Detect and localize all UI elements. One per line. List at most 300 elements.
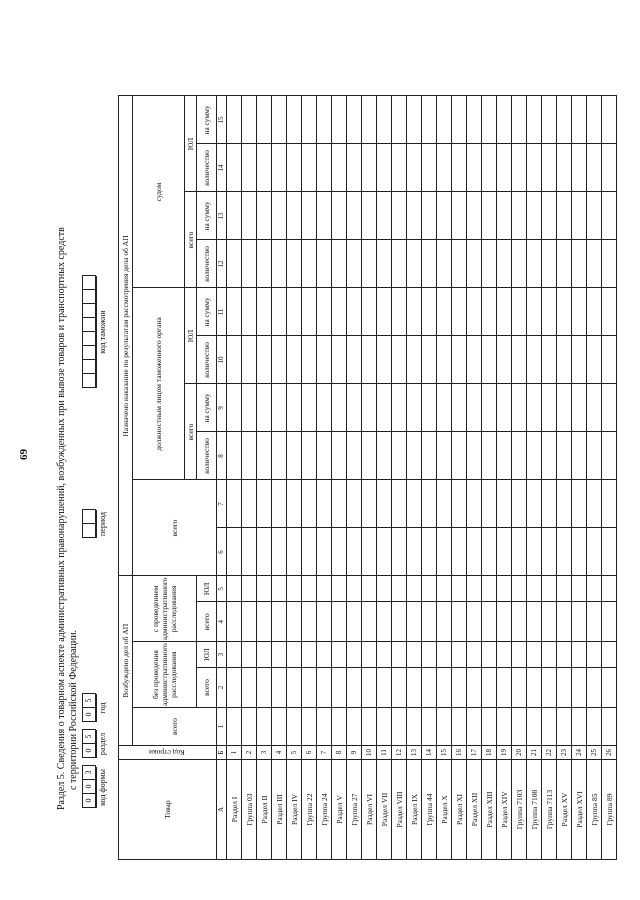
value-cell[interactable]	[377, 668, 392, 708]
value-cell[interactable]	[332, 336, 347, 384]
value-cell[interactable]	[317, 668, 332, 708]
value-cell[interactable]	[227, 336, 242, 384]
value-cell[interactable]	[257, 480, 272, 528]
value-cell[interactable]	[332, 432, 347, 480]
value-cell[interactable]	[242, 432, 257, 480]
value-cell[interactable]	[257, 432, 272, 480]
value-cell[interactable]	[437, 642, 452, 668]
value-cell[interactable]	[572, 602, 587, 642]
value-cell[interactable]	[587, 528, 602, 576]
value-cell[interactable]	[287, 240, 302, 288]
value-cell[interactable]	[467, 240, 482, 288]
value-cell[interactable]	[332, 384, 347, 432]
value-cell[interactable]	[377, 708, 392, 746]
value-cell[interactable]	[392, 288, 407, 336]
value-cell[interactable]	[437, 96, 452, 144]
value-cell[interactable]	[557, 576, 572, 602]
value-cell[interactable]	[362, 642, 377, 668]
value-cell[interactable]	[572, 528, 587, 576]
value-cell[interactable]	[482, 240, 497, 288]
value-cell[interactable]	[317, 192, 332, 240]
value-cell[interactable]	[557, 708, 572, 746]
value-cell[interactable]	[512, 288, 527, 336]
value-cell[interactable]	[377, 480, 392, 528]
value-cell[interactable]	[542, 336, 557, 384]
value-cell[interactable]	[272, 432, 287, 480]
value-cell[interactable]	[362, 602, 377, 642]
value-cell[interactable]	[347, 336, 362, 384]
value-cell[interactable]	[302, 432, 317, 480]
value-cell[interactable]	[512, 480, 527, 528]
value-cell[interactable]	[392, 642, 407, 668]
value-cell[interactable]	[527, 336, 542, 384]
value-cell[interactable]	[422, 576, 437, 602]
value-cell[interactable]	[347, 192, 362, 240]
value-cell[interactable]	[317, 576, 332, 602]
value-cell[interactable]	[437, 336, 452, 384]
value-cell[interactable]	[572, 642, 587, 668]
value-cell[interactable]	[347, 528, 362, 576]
value-cell[interactable]	[587, 336, 602, 384]
value-cell[interactable]	[422, 668, 437, 708]
value-cell[interactable]	[347, 288, 362, 336]
value-cell[interactable]	[497, 384, 512, 432]
value-cell[interactable]	[482, 288, 497, 336]
value-cell[interactable]	[227, 192, 242, 240]
value-cell[interactable]	[542, 432, 557, 480]
value-cell[interactable]	[227, 288, 242, 336]
value-cell[interactable]	[452, 384, 467, 432]
value-cell[interactable]	[272, 708, 287, 746]
value-cell[interactable]	[272, 288, 287, 336]
value-cell[interactable]	[482, 480, 497, 528]
value-cell[interactable]	[302, 240, 317, 288]
value-cell[interactable]	[437, 668, 452, 708]
value-cell[interactable]	[542, 288, 557, 336]
value-cell[interactable]	[467, 192, 482, 240]
value-cell[interactable]	[497, 192, 512, 240]
value-cell[interactable]	[587, 642, 602, 668]
value-cell[interactable]	[557, 144, 572, 192]
value-cell[interactable]	[347, 96, 362, 144]
value-cell[interactable]	[242, 480, 257, 528]
value-cell[interactable]	[227, 708, 242, 746]
value-cell[interactable]	[437, 480, 452, 528]
value-cell[interactable]	[242, 642, 257, 668]
value-cell[interactable]	[437, 576, 452, 602]
value-cell[interactable]	[527, 144, 542, 192]
value-cell[interactable]	[377, 240, 392, 288]
value-cell[interactable]	[407, 192, 422, 240]
value-cell[interactable]	[392, 668, 407, 708]
value-cell[interactable]	[242, 336, 257, 384]
value-cell[interactable]	[407, 144, 422, 192]
value-cell[interactable]	[332, 96, 347, 144]
value-cell[interactable]	[527, 192, 542, 240]
value-cell[interactable]	[347, 240, 362, 288]
value-cell[interactable]	[527, 288, 542, 336]
value-cell[interactable]	[557, 336, 572, 384]
value-cell[interactable]	[482, 96, 497, 144]
value-cell[interactable]	[362, 336, 377, 384]
value-cell[interactable]	[467, 528, 482, 576]
value-cell[interactable]	[242, 708, 257, 746]
value-cell[interactable]	[437, 432, 452, 480]
value-cell[interactable]	[377, 144, 392, 192]
value-cell[interactable]	[602, 336, 617, 384]
value-cell[interactable]	[482, 384, 497, 432]
value-cell[interactable]	[377, 336, 392, 384]
value-cell[interactable]	[437, 192, 452, 240]
value-cell[interactable]	[452, 432, 467, 480]
value-cell[interactable]	[467, 642, 482, 668]
value-cell[interactable]	[302, 96, 317, 144]
value-cell[interactable]	[227, 602, 242, 642]
value-cell[interactable]	[242, 528, 257, 576]
value-cell[interactable]	[362, 192, 377, 240]
value-cell[interactable]	[317, 288, 332, 336]
value-cell[interactable]	[332, 642, 347, 668]
value-cell[interactable]	[407, 708, 422, 746]
value-cell[interactable]	[467, 96, 482, 144]
value-cell[interactable]	[482, 192, 497, 240]
value-cell[interactable]	[587, 192, 602, 240]
value-cell[interactable]	[242, 192, 257, 240]
value-cell[interactable]	[317, 528, 332, 576]
value-cell[interactable]	[422, 480, 437, 528]
value-cell[interactable]	[452, 668, 467, 708]
value-cell[interactable]	[377, 288, 392, 336]
value-cell[interactable]	[467, 668, 482, 708]
value-cell[interactable]	[332, 576, 347, 602]
value-cell[interactable]	[302, 576, 317, 602]
section-code-box[interactable]: 0 5	[82, 729, 96, 758]
value-cell[interactable]	[377, 192, 392, 240]
value-cell[interactable]	[572, 708, 587, 746]
value-cell[interactable]	[287, 642, 302, 668]
value-cell[interactable]	[602, 708, 617, 746]
value-cell[interactable]	[467, 708, 482, 746]
value-cell[interactable]	[467, 336, 482, 384]
value-cell[interactable]	[542, 668, 557, 708]
value-cell[interactable]	[257, 708, 272, 746]
value-cell[interactable]	[587, 384, 602, 432]
value-cell[interactable]	[407, 96, 422, 144]
value-cell[interactable]	[317, 480, 332, 528]
value-cell[interactable]	[587, 432, 602, 480]
value-cell[interactable]	[572, 192, 587, 240]
value-cell[interactable]	[437, 602, 452, 642]
value-cell[interactable]	[482, 528, 497, 576]
value-cell[interactable]	[242, 668, 257, 708]
value-cell[interactable]	[377, 96, 392, 144]
value-cell[interactable]	[482, 576, 497, 602]
value-cell[interactable]	[512, 528, 527, 576]
value-cell[interactable]	[482, 642, 497, 668]
value-cell[interactable]	[287, 432, 302, 480]
value-cell[interactable]	[452, 528, 467, 576]
value-cell[interactable]	[572, 96, 587, 144]
value-cell[interactable]	[512, 602, 527, 642]
value-cell[interactable]	[497, 144, 512, 192]
customs-code-box[interactable]	[82, 275, 96, 388]
value-cell[interactable]	[332, 480, 347, 528]
value-cell[interactable]	[527, 432, 542, 480]
value-cell[interactable]	[602, 576, 617, 602]
value-cell[interactable]	[497, 528, 512, 576]
value-cell[interactable]	[242, 602, 257, 642]
value-cell[interactable]	[512, 384, 527, 432]
value-cell[interactable]	[572, 480, 587, 528]
value-cell[interactable]	[257, 288, 272, 336]
value-cell[interactable]	[542, 384, 557, 432]
value-cell[interactable]	[332, 668, 347, 708]
value-cell[interactable]	[392, 602, 407, 642]
value-cell[interactable]	[257, 336, 272, 384]
value-cell[interactable]	[557, 480, 572, 528]
value-cell[interactable]	[287, 602, 302, 642]
value-cell[interactable]	[437, 528, 452, 576]
value-cell[interactable]	[362, 384, 377, 432]
value-cell[interactable]	[242, 576, 257, 602]
value-cell[interactable]	[587, 480, 602, 528]
value-cell[interactable]	[362, 528, 377, 576]
value-cell[interactable]	[512, 144, 527, 192]
value-cell[interactable]	[392, 96, 407, 144]
value-cell[interactable]	[332, 602, 347, 642]
value-cell[interactable]	[227, 576, 242, 602]
value-cell[interactable]	[467, 602, 482, 642]
value-cell[interactable]	[422, 642, 437, 668]
value-cell[interactable]	[287, 144, 302, 192]
value-cell[interactable]	[317, 602, 332, 642]
value-cell[interactable]	[242, 96, 257, 144]
value-cell[interactable]	[302, 602, 317, 642]
value-cell[interactable]	[542, 602, 557, 642]
value-cell[interactable]	[542, 480, 557, 528]
value-cell[interactable]	[452, 96, 467, 144]
value-cell[interactable]	[572, 240, 587, 288]
value-cell[interactable]	[602, 432, 617, 480]
value-cell[interactable]	[542, 528, 557, 576]
value-cell[interactable]	[317, 240, 332, 288]
value-cell[interactable]	[452, 240, 467, 288]
value-cell[interactable]	[482, 336, 497, 384]
value-cell[interactable]	[362, 576, 377, 602]
value-cell[interactable]	[572, 384, 587, 432]
value-cell[interactable]	[302, 336, 317, 384]
value-cell[interactable]	[557, 528, 572, 576]
value-cell[interactable]	[287, 384, 302, 432]
value-cell[interactable]	[407, 432, 422, 480]
value-cell[interactable]	[362, 288, 377, 336]
value-cell[interactable]	[572, 288, 587, 336]
value-cell[interactable]	[377, 576, 392, 602]
value-cell[interactable]	[377, 642, 392, 668]
value-cell[interactable]	[407, 602, 422, 642]
value-cell[interactable]	[227, 240, 242, 288]
value-cell[interactable]	[227, 432, 242, 480]
value-cell[interactable]	[302, 288, 317, 336]
value-cell[interactable]	[302, 642, 317, 668]
value-cell[interactable]	[287, 336, 302, 384]
value-cell[interactable]	[347, 432, 362, 480]
value-cell[interactable]	[422, 708, 437, 746]
value-cell[interactable]	[572, 144, 587, 192]
value-cell[interactable]	[527, 642, 542, 668]
value-cell[interactable]	[527, 240, 542, 288]
value-cell[interactable]	[602, 384, 617, 432]
value-cell[interactable]	[587, 288, 602, 336]
value-cell[interactable]	[257, 144, 272, 192]
value-cell[interactable]	[557, 384, 572, 432]
value-cell[interactable]	[602, 144, 617, 192]
value-cell[interactable]	[557, 192, 572, 240]
value-cell[interactable]	[437, 384, 452, 432]
value-cell[interactable]	[377, 384, 392, 432]
value-cell[interactable]	[527, 384, 542, 432]
value-cell[interactable]	[512, 642, 527, 668]
value-cell[interactable]	[512, 240, 527, 288]
value-cell[interactable]	[377, 432, 392, 480]
value-cell[interactable]	[242, 288, 257, 336]
value-cell[interactable]	[422, 240, 437, 288]
value-cell[interactable]	[257, 240, 272, 288]
value-cell[interactable]	[362, 432, 377, 480]
value-cell[interactable]	[557, 96, 572, 144]
value-cell[interactable]	[587, 602, 602, 642]
value-cell[interactable]	[482, 432, 497, 480]
value-cell[interactable]	[497, 480, 512, 528]
value-cell[interactable]	[242, 384, 257, 432]
value-cell[interactable]	[287, 480, 302, 528]
value-cell[interactable]	[422, 192, 437, 240]
value-cell[interactable]	[227, 480, 242, 528]
value-cell[interactable]	[452, 480, 467, 528]
value-cell[interactable]	[347, 668, 362, 708]
value-cell[interactable]	[272, 528, 287, 576]
value-cell[interactable]	[272, 384, 287, 432]
value-cell[interactable]	[527, 480, 542, 528]
value-cell[interactable]	[527, 708, 542, 746]
value-cell[interactable]	[332, 192, 347, 240]
value-cell[interactable]	[587, 576, 602, 602]
value-cell[interactable]	[467, 288, 482, 336]
value-cell[interactable]	[407, 384, 422, 432]
value-cell[interactable]	[257, 576, 272, 602]
value-cell[interactable]	[392, 432, 407, 480]
value-cell[interactable]	[557, 642, 572, 668]
value-cell[interactable]	[497, 240, 512, 288]
value-cell[interactable]	[572, 432, 587, 480]
value-cell[interactable]	[512, 432, 527, 480]
value-cell[interactable]	[527, 576, 542, 602]
value-cell[interactable]	[287, 96, 302, 144]
value-cell[interactable]	[227, 384, 242, 432]
value-cell[interactable]	[347, 642, 362, 668]
value-cell[interactable]	[257, 96, 272, 144]
value-cell[interactable]	[347, 144, 362, 192]
value-cell[interactable]	[422, 384, 437, 432]
value-cell[interactable]	[452, 144, 467, 192]
value-cell[interactable]	[572, 668, 587, 708]
value-cell[interactable]	[392, 240, 407, 288]
value-cell[interactable]	[602, 528, 617, 576]
value-cell[interactable]	[392, 192, 407, 240]
value-cell[interactable]	[512, 336, 527, 384]
value-cell[interactable]	[407, 480, 422, 528]
value-cell[interactable]	[392, 576, 407, 602]
value-cell[interactable]	[557, 432, 572, 480]
value-cell[interactable]	[422, 432, 437, 480]
value-cell[interactable]	[512, 668, 527, 708]
value-cell[interactable]	[272, 480, 287, 528]
value-cell[interactable]	[257, 384, 272, 432]
value-cell[interactable]	[347, 576, 362, 602]
value-cell[interactable]	[347, 708, 362, 746]
value-cell[interactable]	[362, 708, 377, 746]
value-cell[interactable]	[527, 96, 542, 144]
value-cell[interactable]	[317, 384, 332, 432]
value-cell[interactable]	[497, 668, 512, 708]
value-cell[interactable]	[467, 576, 482, 602]
value-cell[interactable]	[497, 288, 512, 336]
value-cell[interactable]	[542, 642, 557, 668]
value-cell[interactable]	[347, 602, 362, 642]
value-cell[interactable]	[362, 144, 377, 192]
value-cell[interactable]	[302, 528, 317, 576]
value-cell[interactable]	[362, 96, 377, 144]
value-cell[interactable]	[497, 602, 512, 642]
value-cell[interactable]	[602, 240, 617, 288]
value-cell[interactable]	[482, 708, 497, 746]
value-cell[interactable]	[497, 432, 512, 480]
value-cell[interactable]	[452, 192, 467, 240]
value-cell[interactable]	[227, 642, 242, 668]
value-cell[interactable]	[572, 336, 587, 384]
value-cell[interactable]	[332, 528, 347, 576]
value-cell[interactable]	[272, 602, 287, 642]
value-cell[interactable]	[287, 288, 302, 336]
value-cell[interactable]	[557, 668, 572, 708]
value-cell[interactable]	[407, 288, 422, 336]
value-cell[interactable]	[332, 144, 347, 192]
value-cell[interactable]	[302, 192, 317, 240]
value-cell[interactable]	[317, 144, 332, 192]
value-cell[interactable]	[392, 384, 407, 432]
value-cell[interactable]	[422, 336, 437, 384]
value-cell[interactable]	[257, 668, 272, 708]
value-cell[interactable]	[587, 240, 602, 288]
value-cell[interactable]	[467, 432, 482, 480]
value-cell[interactable]	[317, 96, 332, 144]
value-cell[interactable]	[272, 192, 287, 240]
value-cell[interactable]	[392, 480, 407, 528]
value-cell[interactable]	[227, 96, 242, 144]
value-cell[interactable]	[392, 144, 407, 192]
value-cell[interactable]	[467, 480, 482, 528]
value-cell[interactable]	[332, 240, 347, 288]
value-cell[interactable]	[332, 708, 347, 746]
value-cell[interactable]	[347, 480, 362, 528]
value-cell[interactable]	[542, 576, 557, 602]
value-cell[interactable]	[497, 642, 512, 668]
value-cell[interactable]	[377, 602, 392, 642]
value-cell[interactable]	[287, 668, 302, 708]
value-cell[interactable]	[497, 708, 512, 746]
value-cell[interactable]	[407, 336, 422, 384]
value-cell[interactable]	[527, 528, 542, 576]
